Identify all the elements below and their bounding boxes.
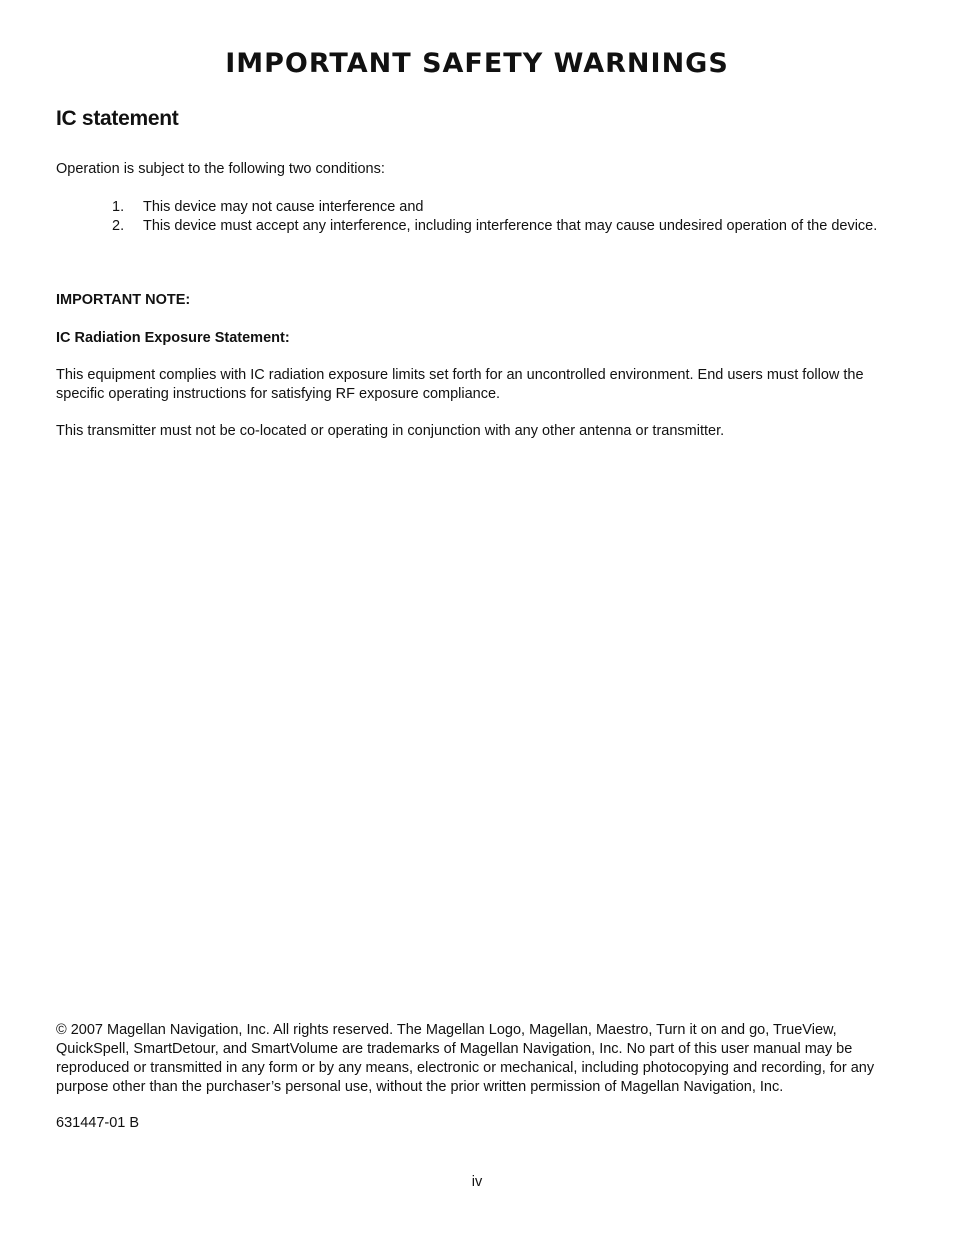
section-heading: IC statement (56, 107, 179, 130)
radiation-exposure-text: This equipment complies with IC radiation exposure limits set forth for an uncontrolled environment. End users must follow the specific operating instructions for satisfying RF exposure compliance. (56, 367, 864, 402)
list-item-number: 1. (112, 199, 125, 215)
list-item-text: This device may not cause interference and (143, 199, 424, 215)
part-number: 631447-01 B (56, 1115, 140, 1131)
important-note-heading: IMPORTANT NOTE: (56, 292, 191, 308)
conditions-intro: Operation is subject to the following two conditions: (56, 161, 385, 177)
list-item (112, 198, 898, 217)
radiation-exposure-heading: IC Radiation Exposure Statement: (56, 330, 290, 346)
colocation-text: This transmitter must not be co-located or operating in conjunction with any other antenna or transmitter. (56, 423, 725, 439)
list-item-text: This device must accept any interference, including interference that may cause undesired operation of the device. (143, 218, 878, 234)
conditions-list (112, 198, 898, 236)
copyright-text: © 2007 Magellan Navigation, Inc. All rights reserved. The Magellan Logo, Magellan, Maestro, Turn it on and go, TrueView, QuickSpell, SmartDetour, and SmartVolume are trademarks of Magellan Navigation, Inc. No part of this user manual may be reproduced or transmitted in any form or by any means, electronic or mechanical, including photocopying and recording, for any purpose other than the purchaser’s personal use, without the prior written permission of Magellan Navigation, Inc. (56, 1022, 875, 1095)
list-item-number: 2. (112, 218, 125, 234)
page-number: iv (471, 1174, 483, 1190)
list-item (112, 217, 898, 236)
page-title: IMPORTANT SAFETY WARNINGS (225, 48, 729, 79)
